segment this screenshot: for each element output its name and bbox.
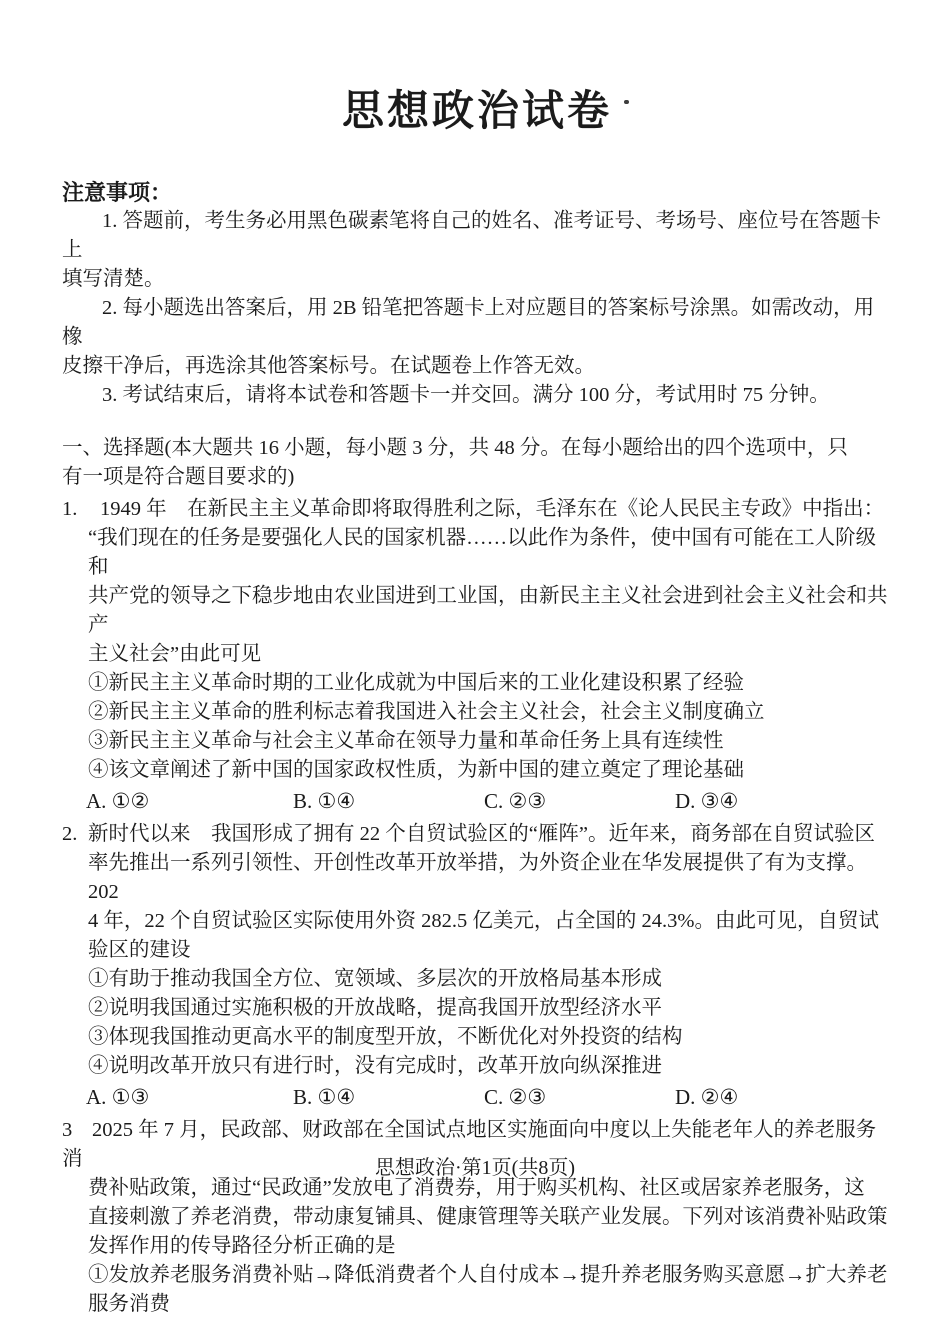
notice-item-1-line-1: 1. 答题前，考生务必用黑色碳素笔将自己的姓名、准考证号、考场号、座位号在答题卡上: [62, 210, 881, 261]
section-heading-line-2: 有一项是符合题目要求的): [62, 466, 295, 488]
question-2-statement-3: ③体现我国推动更高水平的制度型开放，不断优化对外投资的结构: [88, 1026, 683, 1048]
question-1-stem-line-1: [62, 495, 892, 524]
question-1-stem-line-4: 主义社会”由此可见: [88, 643, 262, 665]
question-2-statement-2: ②说明我国通过实施积极的开放战略，提高我国开放型经济水平: [88, 997, 662, 1019]
question-1: [62, 495, 892, 817]
question-1-choices-row: [62, 785, 892, 817]
question-2-stem-line-2: 率先推出一系列引领性、开创性改革开放举措，为外资企业在华发展提供了有为支撑。202: [88, 852, 867, 903]
question-2-choices-row: [62, 1081, 892, 1113]
question-2-choice-b: B. ①④: [293, 1085, 356, 1109]
question-1-stem-line-2: “我们现在的任务是要强化人民的国家机器……以此作为条件，使中国有可能在工人阶级和: [88, 527, 877, 578]
question-2-stem-line-3: 4 年，22 个自贸试验区实际使用外资 282.5 亿美元，占全国的 24.3%。由此可见，自贸试: [88, 910, 879, 932]
question-3: [62, 1116, 892, 1319]
notice-item-2-line-2: 皮擦干净后，再选涂其他答案标号。在试题卷上作答无效。: [62, 355, 595, 377]
question-2-number: 2.: [62, 823, 78, 845]
notice-heading: 注意事项：: [62, 180, 173, 205]
notice-section: [62, 178, 892, 410]
question-2: [62, 820, 892, 1113]
question-2-choice-a: A. ①③: [86, 1085, 150, 1109]
question-3-stem-line-2: 费补贴政策，通过“民政通”发放电了消费券，用于购买机构、社区或居家养老服务，这: [88, 1177, 865, 1199]
page-title: 思想政治试卷: [341, 89, 612, 135]
question-1-choice-a: A. ①②: [86, 789, 150, 813]
question-3-stem-line-4: 发挥作用的传导路径分析正确的是: [88, 1235, 396, 1257]
question-2-stem-line-4: 验区的建设: [88, 939, 191, 961]
notice-item-1-line-2: 填写清楚。: [62, 268, 165, 290]
question-2-statement-4: ④说明改革开放只有进行时，没有完成时，改革开放向纵深推进: [88, 1055, 662, 1077]
question-1-number: 1.: [62, 498, 78, 520]
notice-item-3-line-1: 3. 考试结束后，请将本试卷和答题卡一并交回。满分 100 分，考试用时 75 分钟。: [102, 384, 830, 406]
question-3-stem-line-3: 直接刺激了养老消费，带动康复铺具、健康管理等关联产业发展。下列对该消费补贴政策: [88, 1206, 888, 1228]
question-1-choice-d: D. ③④: [675, 789, 739, 813]
question-3-statement-1-line-1: ①发放养老服务消费补贴→降低消费者个人自付成本→提升养老服务购买意愿→扩大养老: [88, 1264, 888, 1286]
section-heading-line-1: 一、选择题(本大题共 16 小题，每小题 3 分，共 48 分。在每小题给出的四个选项中，只: [62, 437, 848, 459]
question-2-statement-1: ①有助于推动我国全方位、宽领域、多层次的开放格局基本形成: [88, 968, 662, 990]
notice-item-2-line-1: 2. 每小题选出答案后，用 2B 铅笔把答题卡上对应题目的答案标号涂黑。如需改动，用橡: [62, 297, 875, 348]
question-2-choice-d: D. ②④: [675, 1085, 739, 1109]
question-2-stem-line-1: [62, 820, 892, 849]
page-footer: 思想政治·第1页(共8页): [375, 1157, 575, 1179]
question-3-stem-text: 2025 年 7 月，民政部、财政部在全国试点地区实施面向中度以上失能老年人的养老服务消: [62, 1119, 877, 1170]
question-2-choice-c: C. ②③: [484, 1085, 547, 1109]
scan-artifact-dot: [624, 100, 629, 104]
question-3-statement-1-line-2: 服务消费: [88, 1293, 170, 1315]
question-1-choice-c: C. ②③: [484, 789, 547, 813]
question-3-number: 3: [62, 1119, 73, 1141]
question-1-statement-1: ①新民主主义革命时期的工业化成就为中国后来的工业化建设积累了经验: [88, 672, 744, 694]
question-1-stem-text: 1949 年 在新民主主义革命即将取得胜利之际，毛泽东在《论人民民主专政》中指出：: [100, 498, 885, 520]
section-heading: [62, 434, 892, 492]
question-1-choice-b: B. ①④: [293, 789, 356, 813]
question-1-statement-4: ④该文章阐述了新中国的国家政权性质，为新中国的建立奠定了理论基础: [88, 759, 744, 781]
question-1-statement-2: ②新民主主义革命的胜利标志着我国进入社会主义社会，社会主义制度确立: [88, 701, 765, 723]
question-1-stem-line-3: 共产党的领导之下稳步地由农业国进到工业国，由新民主主义社会进到社会主义社会和共产: [88, 585, 888, 636]
question-2-stem-text: 新时代以来 我国形成了拥有 22 个自贸试验区的“雁阵”。近年来，商务部在自贸试验区: [88, 823, 875, 845]
question-1-statement-3: ③新民主主义革命与社会主义革命在领导力量和革命任务上具有连续性: [88, 730, 724, 752]
